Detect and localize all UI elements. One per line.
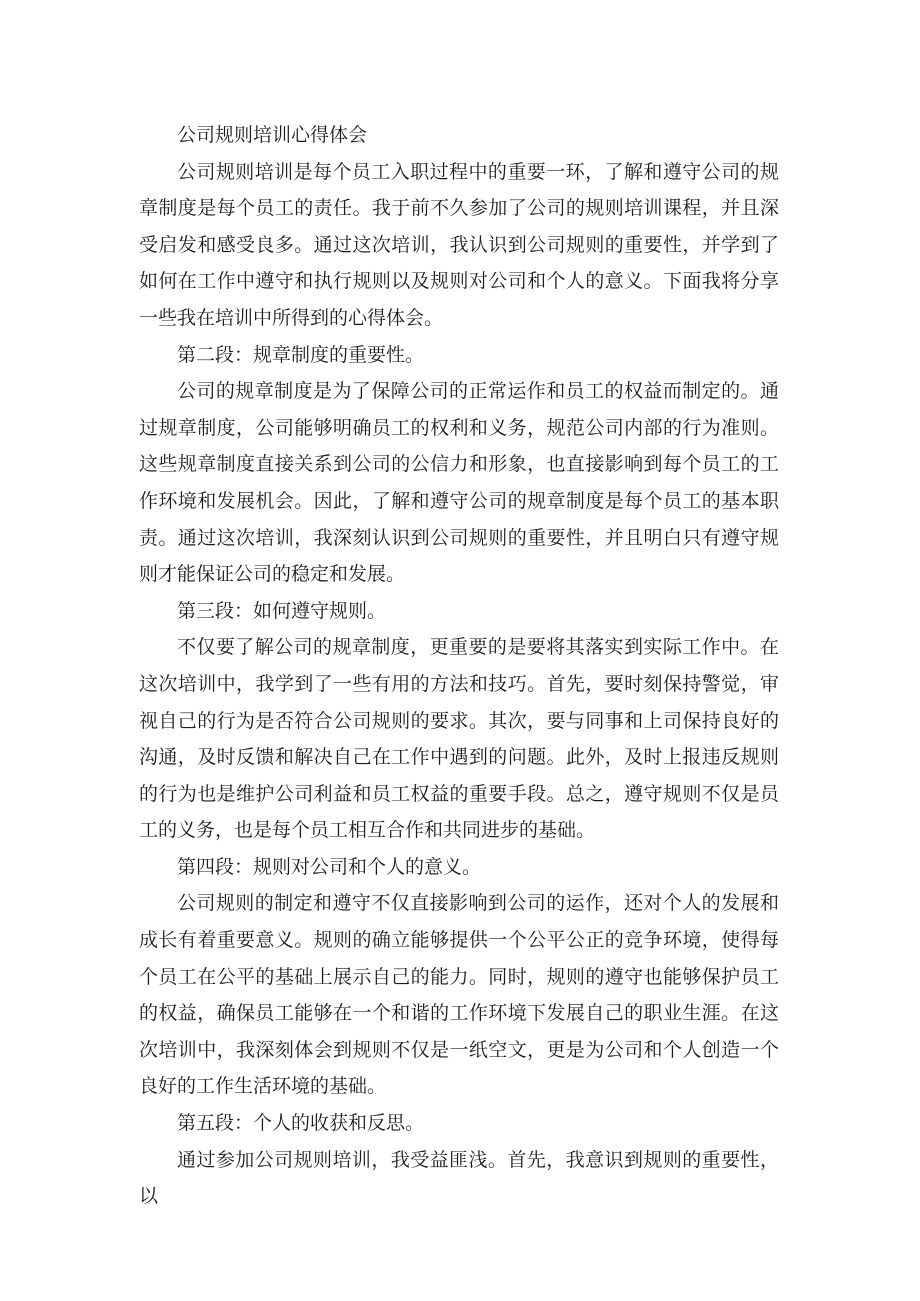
section-heading-4: 第四段：规则对公司和个人的意义。 (177, 855, 482, 878)
section-heading-5: 第五段：个人的收获和反思。 (177, 1112, 425, 1135)
section-heading-2: 第二段：规章制度的重要性。 (177, 343, 425, 366)
section-paragraph-3: 不仅要了解公司的规章制度，更重要的是要将其落实到实际工作中。在这次培训中，我学到了一些有用的方法和技巧。首先，要时刻保持警觉，审视自己的行为是否符合公司规则的要求。其次，要与同事和上司保持良好的沟通，及时反馈和解决自己在工作中遇到的问题。此外，及时上报违反规则的行为也是维护公司利益和员工权益的重要手段。总之，遵守规则不仅是员工的义务，也是每个员工相互合作和共同进步的基础。 (139, 636, 779, 842)
intro-paragraph: 公司规则培训是每个员工入职过程中的重要一环，了解和遵守公司的规章制度是每个员工的责任。我于前不久参加了公司的规则培训课程，并且深受启发和感受良多。通过这次培训，我认识到公司规则的重要性，并学到了如何在工作中遵守和执行规则以及规则对公司和个人的意义。下面我将分享一些我在培训中所得到的心得体会。 (139, 160, 779, 329)
section-paragraph-5: 通过参加公司规则培训，我受益匪浅。首先，我意识到规则的重要性，以 (139, 1148, 779, 1208)
section-paragraph-4: 公司规则的制定和遵守不仅直接影响到公司的运作，还对个人的发展和成长有着重要意义。规则的确立能够提供一个公平公正的竞争环境，使得每个员工在公平的基础上展示自己的能力。同时，规则的遵守也能够保护员工的权益，确保员工能够在一个和谐的工作环境下发展自己的职业生涯。在这次培训中，我深刻体会到规则不仅是一纸空文，更是为公司和个人创造一个良好的工作生活环境的基础。 (139, 892, 779, 1098)
document-body (139, 117, 779, 1215)
section-heading-3: 第三段：如何遵守规则。 (177, 599, 387, 622)
document-title: 公司规则培训心得体会 (177, 124, 368, 146)
section-paragraph-2: 公司的规章制度是为了保障公司的正常运作和员工的权益而制定的。通过规章制度，公司能够明确员工的权利和义务，规范公司内部的行为准则。这些规章制度直接关系到公司的公信力和形象，也直接影响到每个员工的工作环境和发展机会。因此，了解和遵守公司的规章制度是每个员工的基本职责。通过这次培训，我深刻认识到公司规则的重要性，并且明白只有遵守规则才能保证公司的稳定和发展。 (139, 380, 779, 586)
